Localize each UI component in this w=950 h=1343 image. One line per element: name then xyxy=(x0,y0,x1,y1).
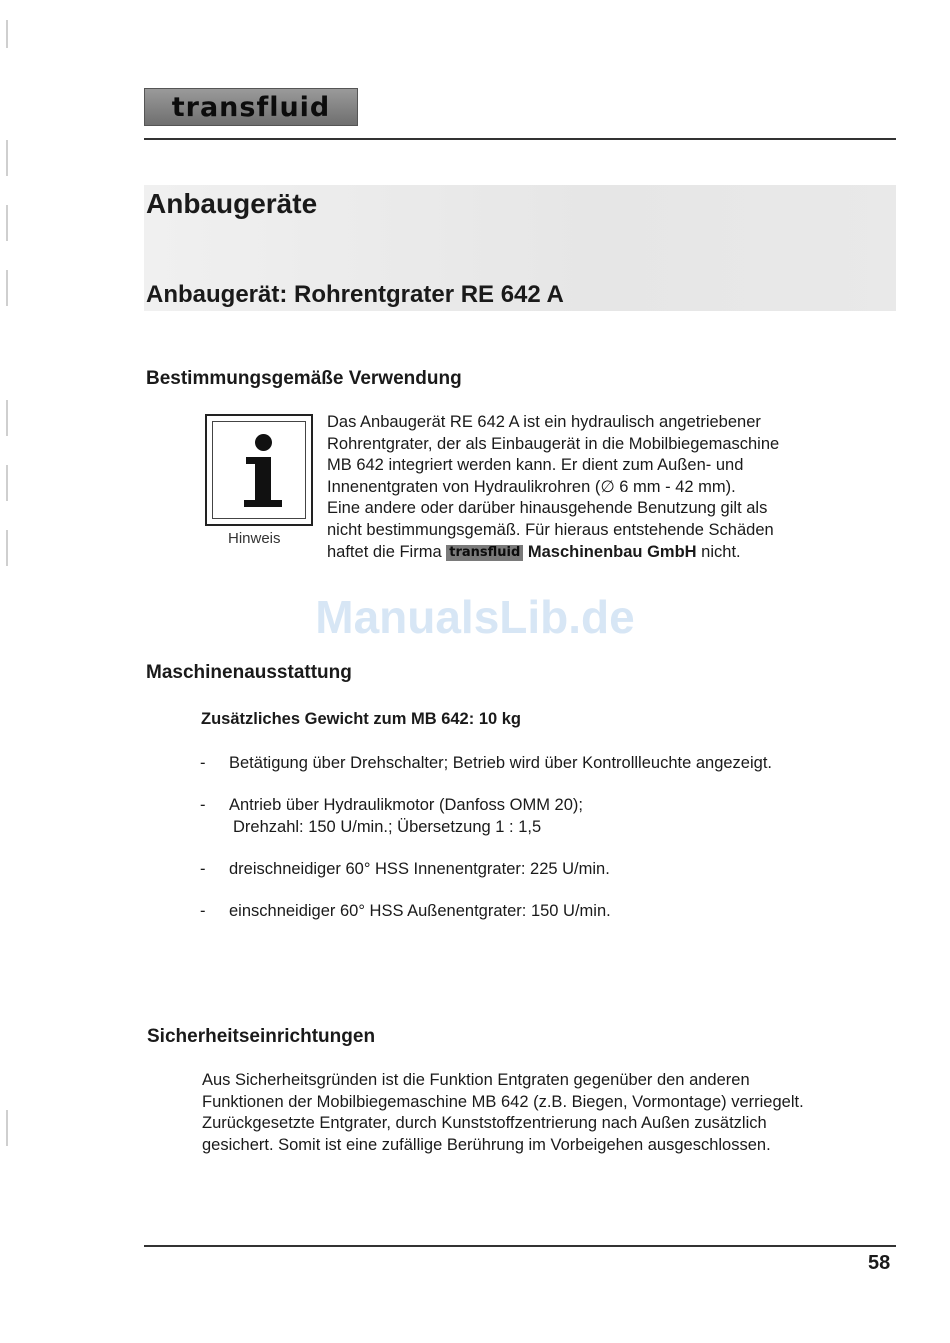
paragraph-line xyxy=(327,542,887,564)
additional-weight: Zusätzliches Gewicht zum MB 642: 10 kg xyxy=(201,710,522,728)
intended-use-paragraph xyxy=(327,412,887,563)
list-item-text: Antrieb über Hydraulikmotor (Danfoss OMM 20); xyxy=(229,796,583,815)
list-dash: - xyxy=(200,796,206,815)
list-item xyxy=(200,901,900,923)
brand-logo xyxy=(144,88,358,126)
liability-prefix: haftet die Firma xyxy=(327,542,442,561)
list-item-text: einschneidiger 60° HSS Außenentgrater: 150 U/min. xyxy=(229,901,611,920)
paragraph-line: Funktionen der Mobilbiegemaschine MB 642 (z.B. Biegen, Vormontage) verriegelt. xyxy=(202,1092,804,1111)
scan-edge-mark xyxy=(6,270,8,306)
liability-suffix: nicht. xyxy=(701,542,741,561)
safety-paragraph xyxy=(202,1070,892,1156)
list-item-text-continued: Drehzahl: 150 U/min.; Übersetzung 1 : 1,5 xyxy=(233,817,542,836)
page-number: 58 xyxy=(868,1252,891,1274)
scan-edge-mark xyxy=(6,530,8,566)
watermark: ManualsLib.de xyxy=(315,591,635,643)
list-item xyxy=(200,795,900,838)
paragraph-line: gesichert. Somit ist eine zufällige Berührung im Vorbeigehen ausgeschlossen. xyxy=(202,1135,771,1154)
scan-edge-mark xyxy=(6,465,8,501)
brand-logo-text: transfluid xyxy=(171,91,331,123)
list-item-text: Betätigung über Drehschalter; Betrieb wird über Kontrollleuchte angezeigt. xyxy=(229,754,772,772)
paragraph-line: Rohrentgrater, der als Einbaugerät in die Mobilbiegemaschine xyxy=(327,434,780,453)
paragraph-line: Das Anbaugerät RE 642 A ist ein hydraulisch angetriebener xyxy=(327,413,761,431)
section-heading-safety: Sicherheitseinrichtungen xyxy=(147,1026,376,1047)
scan-edge-mark xyxy=(6,140,8,176)
list-item xyxy=(200,859,900,881)
paragraph-line: Innenentgraten von Hydraulikrohren (∅ 6 mm - 42 mm). xyxy=(327,477,736,496)
equipment-list xyxy=(200,753,900,943)
list-dash: - xyxy=(200,754,206,772)
info-icon xyxy=(205,414,313,526)
info-icon-caption: Hinweis xyxy=(228,530,281,547)
footer-rule xyxy=(144,1245,896,1247)
list-item xyxy=(200,753,900,775)
list-dash: - xyxy=(200,859,206,878)
scan-edge-mark xyxy=(6,205,8,241)
section-heading-equipment: Maschinenausstattung xyxy=(146,662,352,683)
scan-edge-mark xyxy=(6,1110,8,1146)
list-item-text: dreischneidiger 60° HSS Innenentgrater: 225 U/min. xyxy=(229,859,610,878)
scan-edge-mark xyxy=(6,20,8,48)
paragraph-line: Zurückgesetzte Entgrater, durch Kunststoffzentrierung nach Außen zusätzlich xyxy=(202,1114,767,1133)
scan-edge-mark xyxy=(6,400,8,436)
paragraph-line: Aus Sicherheitsgründen ist die Funktion Entgraten gegenüber den anderen xyxy=(202,1071,750,1089)
paragraph-line: Eine andere oder darüber hinausgehende Benutzung gilt als xyxy=(327,499,768,518)
header-rule xyxy=(144,138,896,140)
list-dash: - xyxy=(200,901,206,920)
page-title: Anbaugeräte xyxy=(146,188,318,219)
inline-brand-logo: transfluid xyxy=(446,545,523,561)
page-subtitle: Anbaugerät: Rohrentgrater RE 642 A xyxy=(146,281,564,308)
company-name: Maschinenbau GmbH xyxy=(527,542,697,561)
section-heading-intended-use: Bestimmungsgemäße Verwendung xyxy=(146,368,462,389)
paragraph-line: nicht bestimmungsgemäß. Für hieraus entstehende Schäden xyxy=(327,520,774,539)
paragraph-line: MB 642 integriert werden kann. Er dient zum Außen- und xyxy=(327,456,744,475)
